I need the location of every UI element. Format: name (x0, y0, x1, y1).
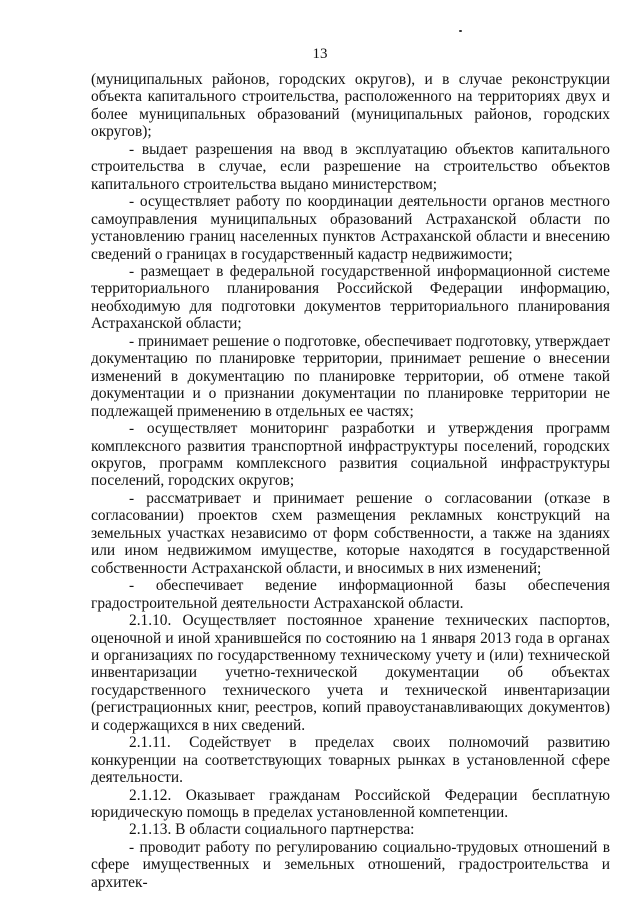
clause-2-1-13: 2.1.13. В области социального партнерства: (129, 821, 415, 839)
clause-2-1-12: 2.1.12. Оказывает гражданам Российской Федерации бесплатную юридическую помощь в пределах установленной компетенции. (91, 786, 610, 822)
clause-2-1-10: 2.1.10. Осуществляет постоянное хранение технических паспортов, оценочной и иной хранившейся по состоянию на 1 января 2013 года в органах и организациях по государственному техническому учету и (или) технической инвентаризации учетно-технической документации об объектах государственного технического учета и технической инвентаризации (регистрационных книг, реестров, копий правоустанавливающих документов) и содержащихся в них сведений. (91, 612, 610, 734)
list-item: - выдает разрешения на ввод в эксплуатацию объектов капитального строительства в случае, если разрешение на строительство объектов капитального строительства выдано министерством; (91, 140, 610, 193)
list-item: - осуществляет работу по координации деятельности органов местного самоуправления муниципальных образований Астраханской области по установлению границ населенных пунктов Астраханской области и внесению сведений о границах в государственный кадастр недвижимости; (91, 193, 610, 263)
document-body (91, 71, 610, 891)
scan-mark (459, 30, 462, 32)
list-item: - рассматривает и принимает решение о согласовании (отказе в согласовании) проектов схем размещения рекламных конструкций на земельных участках независимо от форм собственности, а также на зданиях или ином недвижимом имуществе, которые находятся в государственной собственности Астраханской области, и вносимых в них изменений; (91, 489, 610, 577)
paragraph-continuation: (муниципальных районов, городских округов), и в случае реконструкции объекта капитального строительства, расположенного на территориях двух и более муниципальных образований (муниципальных районов, городских округов); (91, 71, 610, 141)
list-item: - осуществляет мониторинг разработки и утверждения программ комплексного развития транспортной инфраструктуры поселений, городских округов, программ комплексного развития социальной инфраструктуры поселений, городских округов; (91, 420, 610, 490)
list-item: - проводит работу по регулированию социально-трудовых отношений в сфере имущественных и земельных отношений, градостроительства и архитек- (91, 838, 610, 891)
list-item: - обеспечивает ведение информационной базы обеспечения градостроительной деятельности Астраханской области. (91, 577, 610, 612)
list-item: - принимает решение о подготовке, обеспечивает подготовку, утверждает документацию по планировке территории, принимает решение о внесении изменений в документацию по планировке территории, об отмене такой документации и о признании документации по планировке территории не подлежащей применению в отдельных ее частях; (91, 332, 610, 420)
clause-2-1-11: 2.1.11. Содействует в пределах своих полномочий развитию конкуренции на соответствующих товарных рынках в установленной сфере деятельности. (91, 734, 610, 787)
page-number: 13 (312, 46, 328, 62)
list-item: - размещает в федеральной государственной информационной системе территориального планирования Российской Федерации информацию, необходимую для подготовки документов территориального планирования Астраханской области; (91, 262, 610, 333)
